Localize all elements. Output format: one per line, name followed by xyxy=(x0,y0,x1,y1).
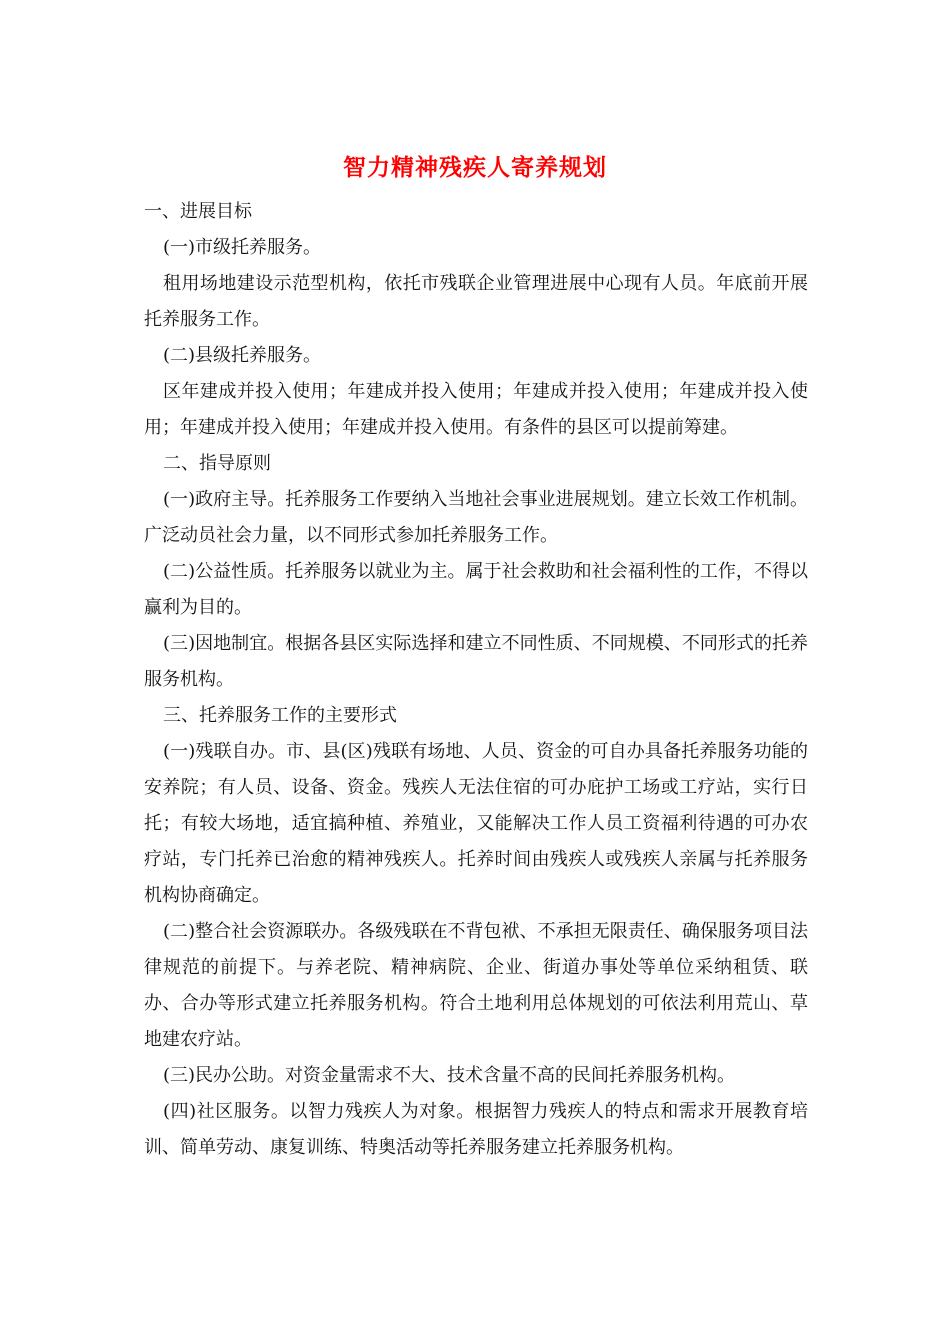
paragraph-3-1: (一)残联自办。市、县(区)残联有场地、人员、资金的可自办具备托养服务功能的安养院；有人员、设备、资金。残疾人无法住宿的可办庇护工场或工疗站，实行日托；有较大场地，适宜搞种植、养殖业，又能解决工作人员工资福利待遇的可办农疗站，专门托养已治愈的精神残疾人。托养时间由残疾人或残疾人亲属与托养服务机构协商确定。 xyxy=(144,741,808,906)
paragraph-3-3: (三)民办公助。对资金量需求不大、技术含量不高的民间托养服务机构。 xyxy=(163,1065,736,1086)
heading-1: 一、进展目标 xyxy=(144,201,252,222)
heading-2: 二、指导原则 xyxy=(163,453,271,474)
document-body xyxy=(144,194,808,1166)
paragraph-2-1: (一)政府主导。托养服务工作要纳入当地社会事业进展规划。建立长效工作机制。广泛动员社会力量，以不同形式参加托养服务工作。 xyxy=(144,489,808,546)
paragraph-2-2: (二)公益性质。托养服务以就业为主。属于社会救助和社会福利性的工作，不得以赢利为目的。 xyxy=(144,561,808,618)
paragraph-1-1: 租用场地建设示范型机构，依托市残联企业管理进展中心现有人员。年底前开展托养服务工作。 xyxy=(144,273,808,330)
paragraph-3-2: (二)整合社会资源联办。各级残联在不背包袱、不承担无限责任、确保服务项目法律规范的前提下。与养老院、精神病院、企业、街道办事处等单位采纳租赁、联办、合办等形式建立托养服务机构。符合土地利用总体规划的可依法利用荒山、草地建农疗站。 xyxy=(144,921,808,1050)
paragraph-1-2: 区年建成并投入使用；年建成并投入使用；年建成并投入使用；年建成并投入使用；年建成并投入使用；年建成并投入使用。有条件的县区可以提前筹建。 xyxy=(144,381,808,438)
subheading-1-1: (一)市级托养服务。 xyxy=(163,237,322,258)
paragraph-2-3: (三)因地制宜。根据各县区实际选择和建立不同性质、不同规模、不同形式的托养服务机构。 xyxy=(144,633,808,690)
heading-3: 三、托养服务工作的主要形式 xyxy=(163,705,397,726)
paragraph-3-4: (四)社区服务。以智力残疾人为对象。根据智力残疾人的特点和需求开展教育培训、简单劳动、康复训练、特奥活动等托养服务建立托养服务机构。 xyxy=(144,1101,808,1158)
document-title: 智力精神残疾人寄养规划 xyxy=(343,154,607,181)
subheading-1-2: (二)县级托养服务。 xyxy=(163,345,322,366)
